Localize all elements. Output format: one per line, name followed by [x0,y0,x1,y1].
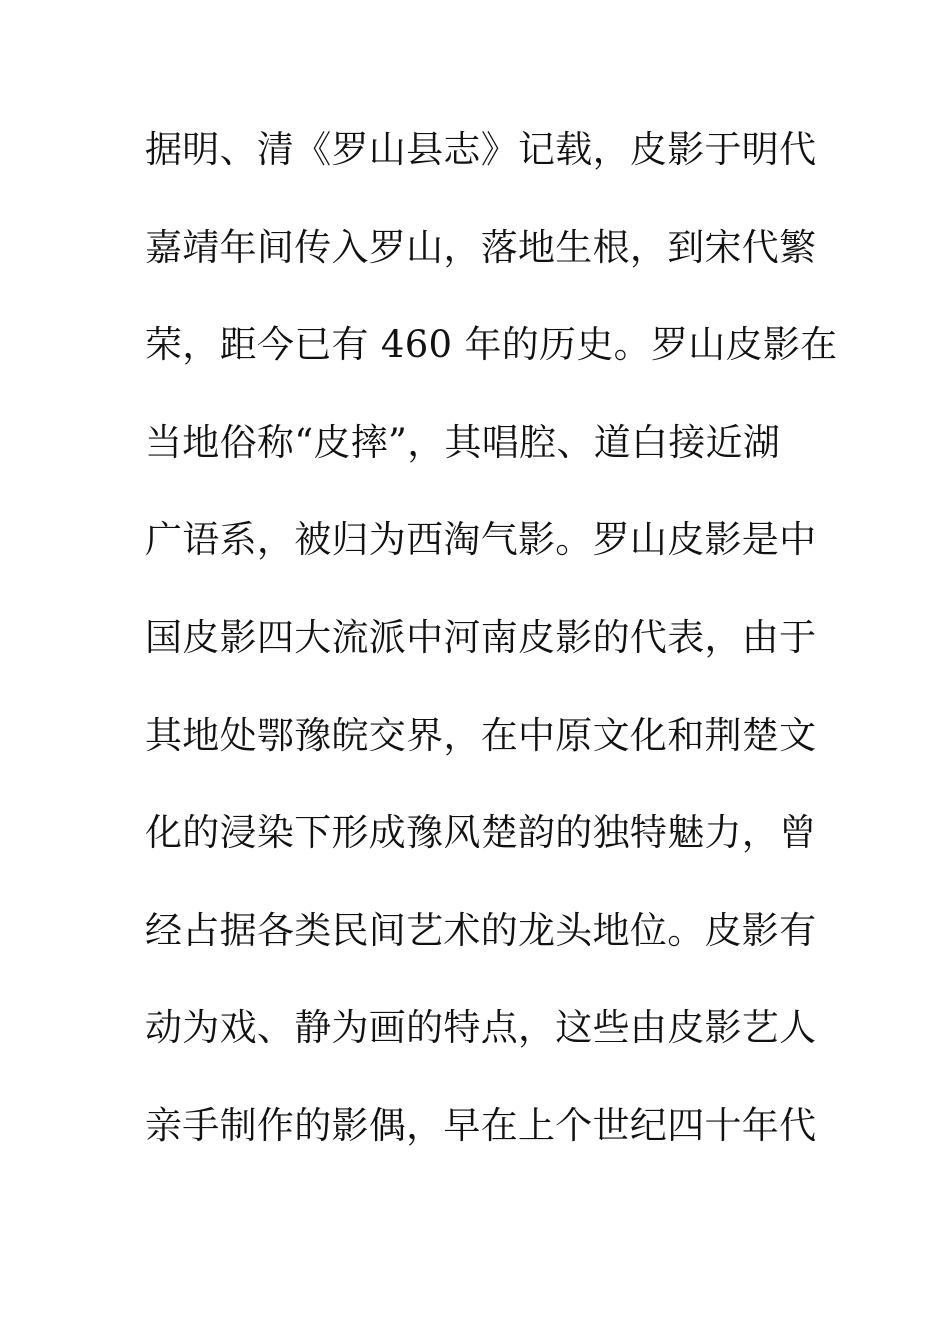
text-line-2: 嘉靖年间传入罗山，落地生根，到宋代繁 [145,225,817,269]
text-line-10: 动为戏、静为画的特点，这些由皮影艺人 [145,1006,817,1050]
text-line-11: 亲手制作的影偶，早在上个世纪四十年代 [145,1103,817,1147]
text-line-6: 国皮影四大流派中河南皮影的代表，由于 [145,615,817,659]
text-line-8: 化的浸染下形成豫风楚韵的独特魅力，曾 [145,811,817,855]
body-paragraph [145,120,838,1194]
text-line-1: 据明、清《罗山县志》记载，皮影于明代 [145,128,817,171]
text-line-5: 广语系，被归为西淘气影。罗山皮影是中 [145,518,817,562]
text-line-9: 经占据各类民间艺术的龙头地位。皮影有 [145,908,817,952]
text-line-4: 当地俗称“皮摔”，其唱腔、道白接近湖 [145,420,781,464]
text-line-3: 荣，距今已有 460 年的历史。罗山皮影在 [145,323,838,367]
text-line-7: 其地处鄂豫皖交界，在中原文化和荆楚文 [145,713,817,757]
